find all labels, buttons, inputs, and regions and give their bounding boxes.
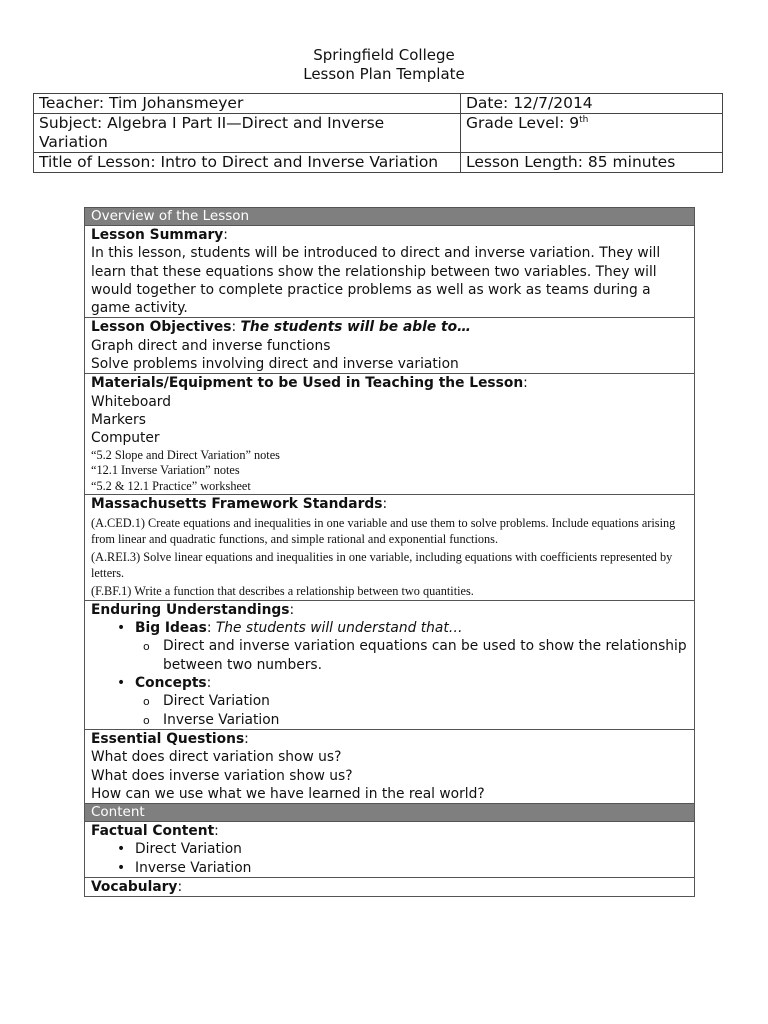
document-title bbox=[0, 46, 768, 84]
materials-label: Materials/Equipment to be Used in Teaching the Lesson bbox=[91, 375, 524, 392]
list-item: o Direct Variation bbox=[163, 692, 688, 710]
questions-cell: Essential Questions: What does direct variation show us? What does inverse variation show us? How can we use what we have learned in the real world? bbox=[85, 729, 695, 803]
list-item: • Big Ideas: The students will understand that… o Direct and inverse variation equations can be used to show the relationship between two numbers. bbox=[135, 619, 688, 674]
objective-item: Graph direct and inverse functions bbox=[91, 337, 331, 354]
objective-item: Solve problems involving direct and inverse variation bbox=[91, 356, 459, 373]
material-item: Computer bbox=[91, 430, 160, 447]
summary-label: Lesson Summary bbox=[91, 227, 224, 243]
vocabulary-cell: Vocabulary: bbox=[85, 878, 695, 897]
subject-cell: Subject: Algebra I Part II—Direct and Inverse Variation bbox=[34, 114, 461, 153]
factual-cell: Factual Content: • Direct Variation • Inverse Variation bbox=[85, 822, 695, 878]
big-ideas-intro: The students will understand that… bbox=[215, 620, 463, 637]
concepts-label: Concepts bbox=[135, 675, 207, 692]
list-item: • Direct Variation bbox=[135, 840, 688, 858]
grade-cell bbox=[461, 114, 723, 153]
lesson-table bbox=[84, 207, 695, 897]
material-item: “5.2 Slope and Direct Variation” notes bbox=[91, 447, 280, 462]
question-item: How can we use what we have learned in the real world? bbox=[91, 785, 485, 802]
grade-label: Grade Level: 9 bbox=[466, 114, 580, 132]
list-item: • Inverse Variation bbox=[135, 859, 688, 877]
standard-item: (A.REI.3) Solve linear equations and inequalities in one variable, including equations with coefficients represented by letters. bbox=[91, 550, 673, 580]
lesson-length-cell: Lesson Length: 85 minutes bbox=[461, 153, 723, 173]
enduring-cell: Enduring Understandings: • Big Ideas: The students will understand that… o Direct and inverse variation equations can be used to show the relationship between two numbers. • Concepts: o Direct Variation o Inverse Variation bbox=[85, 600, 695, 729]
template-name: Lesson Plan Template bbox=[303, 65, 465, 83]
big-ideas-label: Big Ideas bbox=[135, 620, 207, 637]
lesson-title-cell: Title of Lesson: Intro to Direct and Inverse Variation bbox=[34, 153, 461, 173]
factual-list bbox=[91, 840, 688, 877]
date-cell: Date: 12/7/2014 bbox=[461, 94, 723, 114]
material-item: Markers bbox=[91, 411, 146, 428]
big-ideas-list bbox=[135, 637, 688, 674]
standard-item: (A.CED.1) Create equations and inequalities in one variable and use them to solve problems. Include equations arising from linear and quadratic functions, and simple rational and exponential functions. bbox=[91, 516, 676, 546]
enduring-label: Enduring Understandings bbox=[91, 601, 290, 618]
objectives-label: Lesson Objectives bbox=[91, 319, 232, 336]
standard-item: (F.BF.1) Write a function that describes a relationship between two quantities. bbox=[91, 584, 474, 599]
question-item: What does direct variation show us? bbox=[91, 749, 342, 766]
standards-cell: Massachusetts Framework Standards: (A.CED.1) Create equations and inequalities in one variable and use them to solve problems. Include equations arising from linear and quadratic functions, and simple rational and exponential functions. (A.REI.3) Solve linear equations and inequalities in one variable, including equations with coefficients represented by letters. (F.BF.1) Write a function that describes a relationship between two quantities. bbox=[85, 495, 695, 601]
standards-label: Massachusetts Framework Standards bbox=[91, 496, 383, 513]
questions-label: Essential Questions bbox=[91, 730, 245, 747]
question-item: What does inverse variation show us? bbox=[91, 767, 353, 784]
objectives-intro: The students will be able to… bbox=[240, 319, 471, 336]
materials-cell: Materials/Equipment to be Used in Teaching the Lesson: Whiteboard Markers Computer “5.2 Slope and Direct Variation” notes “12.1 Inverse Variation” notes “5.2 & 12.1 Practice” worksheet bbox=[85, 374, 695, 495]
list-item: • Concepts: o Direct Variation o Inverse Variation bbox=[135, 674, 688, 729]
enduring-list bbox=[91, 619, 688, 729]
summary-cell: Lesson Summary: In this lesson, students will be introduced to direct and inverse variation. They will learn that these equations show the relationship between two variables. They will would together to complete practice problems as well as work as teams during a game activity. bbox=[85, 226, 695, 318]
concepts-list bbox=[135, 692, 688, 729]
grade-suffix: th bbox=[579, 114, 589, 125]
material-item: Whiteboard bbox=[91, 393, 171, 410]
objectives-cell: Lesson Objectives: The students will be able to… Graph direct and inverse functions Solve problems involving direct and inverse variation bbox=[85, 318, 695, 374]
material-item: “12.1 Inverse Variation” notes bbox=[91, 463, 240, 478]
material-item: “5.2 & 12.1 Practice” worksheet bbox=[91, 478, 251, 493]
college-name: Springfield College bbox=[313, 46, 455, 64]
factual-label: Factual Content bbox=[91, 823, 215, 840]
vocabulary-label: Vocabulary bbox=[91, 879, 178, 896]
teacher-cell: Teacher: Tim Johansmeyer bbox=[34, 94, 461, 114]
overview-section-header: Overview of the Lesson bbox=[85, 208, 695, 226]
header-table bbox=[33, 93, 723, 173]
summary-text: In this lesson, students will be introduced to direct and inverse variation. They will learn that these equations show the relationship between two variables. They will would together to complete practice problems as well as work as teams during a game activity. bbox=[91, 245, 661, 317]
list-item: o Direct and inverse variation equations can be used to show the relationship between two numbers. bbox=[163, 637, 688, 674]
list-item: o Inverse Variation bbox=[163, 711, 688, 729]
content-section-header: Content bbox=[85, 804, 695, 822]
